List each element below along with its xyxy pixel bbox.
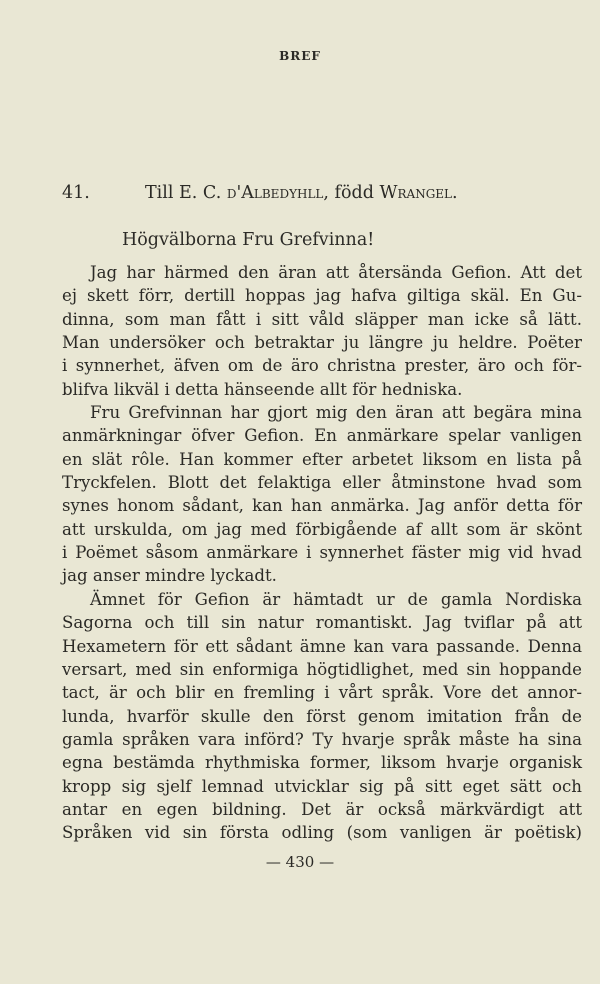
- letter-number: 41.: [62, 183, 90, 203]
- title-end: .: [452, 183, 458, 203]
- text-line: ej skett förr, dertill hoppas jag hafva giltiga skäl. En Gu-: [62, 286, 582, 306]
- recipient-surname: d'Albedyhll: [226, 183, 324, 203]
- text-line: egna bestämda rhythmiska former, liksom hvarje organisk: [62, 753, 582, 773]
- text-line: antar en egen bildning. Det är också märkvärdigt att: [62, 799, 582, 819]
- text-line: en slät rôle. Han kommer efter arbetet liksom en lista på: [62, 449, 582, 469]
- text-line: Ämnet för Gefion är hämtadt ur de gamla Nordiska: [90, 589, 582, 609]
- text-line: Tryckfelen. Blott det felaktiga eller åtminstone hvad som: [62, 473, 582, 493]
- text-line: anmärkningar öfver Gefion. En anmärkare spelar vanligen: [62, 426, 582, 446]
- text-line: i Poëmet såsom anmärkare i synnerhet fäster mig vid hvad: [62, 543, 582, 563]
- text-line: Jag har härmed den äran att återsända Gefion. Att det: [90, 263, 582, 282]
- text-line: Fru Grefvinnan har gjort mig den äran att begära mina: [90, 403, 582, 423]
- letter-title: [145, 183, 458, 203]
- text-line: Språken vid sin första odling (som vanligen är poëtisk): [62, 823, 582, 843]
- running-head: BREF: [279, 49, 321, 63]
- text-line: synes honom sådant, kan han anmärka. Jag anför detta för: [62, 496, 582, 516]
- text-line: jag anser mindre lyckadt.: [62, 566, 277, 586]
- text-line: versart, med sin enformiga högtidlighet, med sin hoppande: [62, 659, 582, 679]
- text-line: att urskulda, om jag med förbigående af allt som är skönt: [62, 519, 582, 539]
- text-line: Sagorna och till sin natur romantiskt. Jag tviflar på att: [62, 613, 582, 633]
- text-line: lunda, hvarför skulle den först genom imitation från de: [62, 706, 582, 726]
- text-line: Man undersöker och betraktar ju längre ju heldre. Poëter: [62, 333, 582, 353]
- text-line: Hexametern för ett sådant ämne kan vara passande. Denna: [62, 636, 582, 656]
- maiden-name: Wrangel: [379, 183, 453, 203]
- text-line: kropp sig sjelf lemnad utvicklar sig på sitt eget sätt och: [62, 776, 582, 796]
- title-prefix: Till E. C.: [145, 183, 227, 203]
- text-line: blifva likväl i detta hänseende allt för hedniska.: [62, 379, 463, 399]
- salutation: Högvälborna Fru Grefvinna!: [122, 230, 375, 250]
- text-line: gamla språken vara införd? Ty hvarje språk måste ha sina: [62, 729, 582, 749]
- text-line: i synnerhet, äfven om de äro christna prester, äro och för-: [62, 356, 582, 376]
- page-number: — 430 —: [265, 853, 335, 871]
- text-line: tact, är och blir en fremling i vårt språk. Vore det annor-: [62, 683, 582, 703]
- letter-body: [62, 261, 582, 845]
- text-line: dinna, som man fått i sitt våld släpper man icke så lätt.: [62, 309, 582, 329]
- title-mid: , född: [323, 183, 380, 203]
